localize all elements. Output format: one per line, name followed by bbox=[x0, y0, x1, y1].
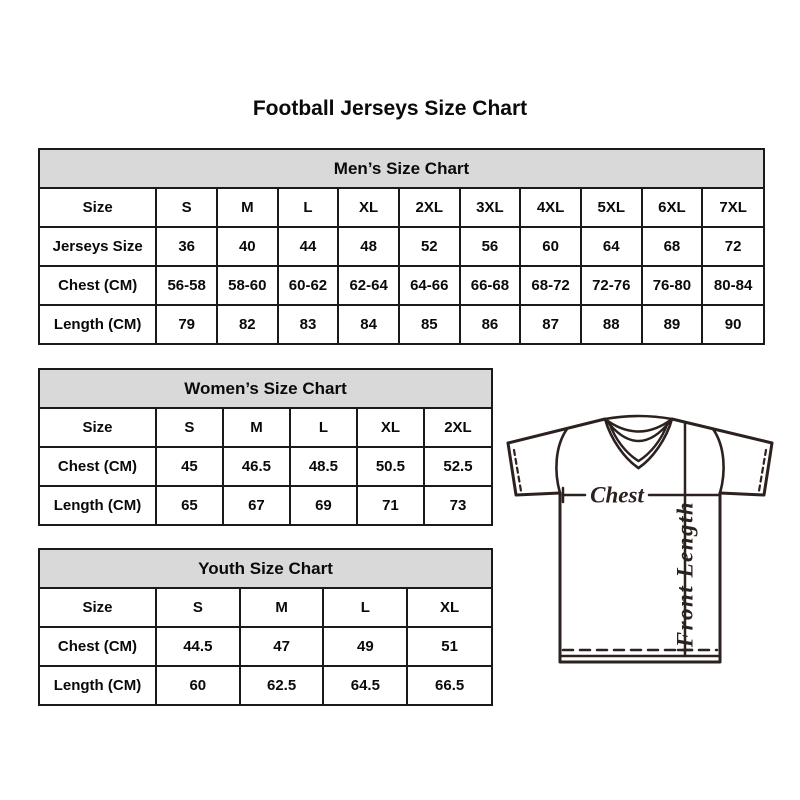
value-cell: 52.5 bbox=[424, 447, 491, 486]
column-header-cell: S bbox=[156, 589, 240, 627]
value-cell: 67 bbox=[223, 486, 290, 524]
value-cell: 80-84 bbox=[702, 266, 763, 305]
right-shoulder-seam bbox=[672, 419, 772, 443]
youth-table-title: Youth Size Chart bbox=[40, 550, 491, 589]
value-cell: 45 bbox=[156, 447, 223, 486]
table-row bbox=[40, 227, 763, 266]
women-table-grid bbox=[40, 409, 491, 524]
value-cell: 66-68 bbox=[460, 266, 521, 305]
row-header-cell: Length (CM) bbox=[40, 666, 156, 704]
value-cell: 40 bbox=[217, 227, 278, 266]
column-header-cell: XL bbox=[357, 409, 424, 447]
value-cell: 68-72 bbox=[520, 266, 581, 305]
column-header-cell: L bbox=[290, 409, 357, 447]
column-header-cell: L bbox=[278, 189, 339, 227]
value-cell: 79 bbox=[156, 305, 217, 343]
value-cell: 85 bbox=[399, 305, 460, 343]
value-cell: 36 bbox=[156, 227, 217, 266]
youth-table-grid bbox=[40, 589, 491, 704]
column-header-cell: Size bbox=[40, 189, 156, 227]
value-cell: 58-60 bbox=[217, 266, 278, 305]
value-cell: 68 bbox=[642, 227, 703, 266]
youth-size-table bbox=[38, 548, 493, 706]
column-header-cell: 2XL bbox=[424, 409, 491, 447]
value-cell: 71 bbox=[357, 486, 424, 524]
value-cell: 86 bbox=[460, 305, 521, 343]
front-length-label: Front Length bbox=[672, 500, 698, 648]
value-cell: 49 bbox=[323, 627, 407, 666]
column-header-cell: M bbox=[223, 409, 290, 447]
value-cell: 87 bbox=[520, 305, 581, 343]
column-header-cell: M bbox=[217, 189, 278, 227]
left-sleeve-outline bbox=[508, 443, 560, 495]
value-cell: 76-80 bbox=[642, 266, 703, 305]
column-header-cell: L bbox=[323, 589, 407, 627]
value-cell: 66.5 bbox=[407, 666, 491, 704]
row-header-cell: Chest (CM) bbox=[40, 447, 156, 486]
row-header-cell: Chest (CM) bbox=[40, 627, 156, 666]
value-cell: 89 bbox=[642, 305, 703, 343]
value-cell: 88 bbox=[581, 305, 642, 343]
column-header-cell: Size bbox=[40, 589, 156, 627]
table-row bbox=[40, 305, 763, 343]
value-cell: 90 bbox=[702, 305, 763, 343]
value-cell: 56-58 bbox=[156, 266, 217, 305]
value-cell: 50.5 bbox=[357, 447, 424, 486]
row-header-cell: Jerseys Size bbox=[40, 227, 156, 266]
chest-label: Chest bbox=[590, 482, 644, 508]
right-sleeve-outline bbox=[720, 443, 772, 495]
value-cell: 47 bbox=[240, 627, 324, 666]
column-header-cell: 7XL bbox=[702, 189, 763, 227]
column-header-cell: 3XL bbox=[460, 189, 521, 227]
row-header-cell: Chest (CM) bbox=[40, 266, 156, 305]
table-row bbox=[40, 486, 491, 524]
mens-size-table bbox=[38, 148, 765, 345]
value-cell: 60-62 bbox=[278, 266, 339, 305]
value-cell: 64-66 bbox=[399, 266, 460, 305]
value-cell: 69 bbox=[290, 486, 357, 524]
row-header-cell: Length (CM) bbox=[40, 305, 156, 343]
value-cell: 56 bbox=[460, 227, 521, 266]
value-cell: 44 bbox=[278, 227, 339, 266]
column-header-cell: 2XL bbox=[399, 189, 460, 227]
value-cell: 83 bbox=[278, 305, 339, 343]
table-row bbox=[40, 666, 491, 704]
column-header-cell: 6XL bbox=[642, 189, 703, 227]
jersey-diagram-svg bbox=[503, 402, 775, 670]
table-row bbox=[40, 627, 491, 666]
right-armhole-seam bbox=[713, 429, 724, 493]
men-table-grid bbox=[40, 189, 763, 343]
value-cell: 64.5 bbox=[323, 666, 407, 704]
value-cell: 72 bbox=[702, 227, 763, 266]
left-shoulder-seam bbox=[508, 419, 605, 443]
column-header-cell: 5XL bbox=[581, 189, 642, 227]
value-cell: 82 bbox=[217, 305, 278, 343]
column-header-cell: 4XL bbox=[520, 189, 581, 227]
value-cell: 51 bbox=[407, 627, 491, 666]
v-neck-collar bbox=[605, 416, 672, 468]
column-header-cell: Size bbox=[40, 409, 156, 447]
table-row bbox=[40, 266, 763, 305]
column-header-cell: M bbox=[240, 589, 324, 627]
column-header-cell: XL bbox=[407, 589, 491, 627]
womens-table-title: Women’s Size Chart bbox=[40, 370, 491, 409]
table-row bbox=[40, 189, 763, 227]
row-header-cell: Length (CM) bbox=[40, 486, 156, 524]
value-cell: 64 bbox=[581, 227, 642, 266]
page-title: Football Jerseys Size Chart bbox=[252, 97, 528, 120]
value-cell: 65 bbox=[156, 486, 223, 524]
value-cell: 46.5 bbox=[223, 447, 290, 486]
table-row bbox=[40, 589, 491, 627]
value-cell: 52 bbox=[399, 227, 460, 266]
left-armhole-seam bbox=[556, 429, 567, 493]
value-cell: 62-64 bbox=[338, 266, 399, 305]
womens-size-table bbox=[38, 368, 493, 526]
value-cell: 62.5 bbox=[240, 666, 324, 704]
value-cell: 60 bbox=[520, 227, 581, 266]
column-header-cell: XL bbox=[338, 189, 399, 227]
table-row bbox=[40, 409, 491, 447]
mens-table-title: Men’s Size Chart bbox=[40, 150, 763, 189]
value-cell: 73 bbox=[424, 486, 491, 524]
value-cell: 48.5 bbox=[290, 447, 357, 486]
jersey-measurement-diagram bbox=[503, 402, 775, 670]
value-cell: 48 bbox=[338, 227, 399, 266]
value-cell: 60 bbox=[156, 666, 240, 704]
table-row bbox=[40, 447, 491, 486]
column-header-cell: S bbox=[156, 409, 223, 447]
value-cell: 84 bbox=[338, 305, 399, 343]
column-header-cell: S bbox=[156, 189, 217, 227]
value-cell: 44.5 bbox=[156, 627, 240, 666]
value-cell: 72-76 bbox=[581, 266, 642, 305]
